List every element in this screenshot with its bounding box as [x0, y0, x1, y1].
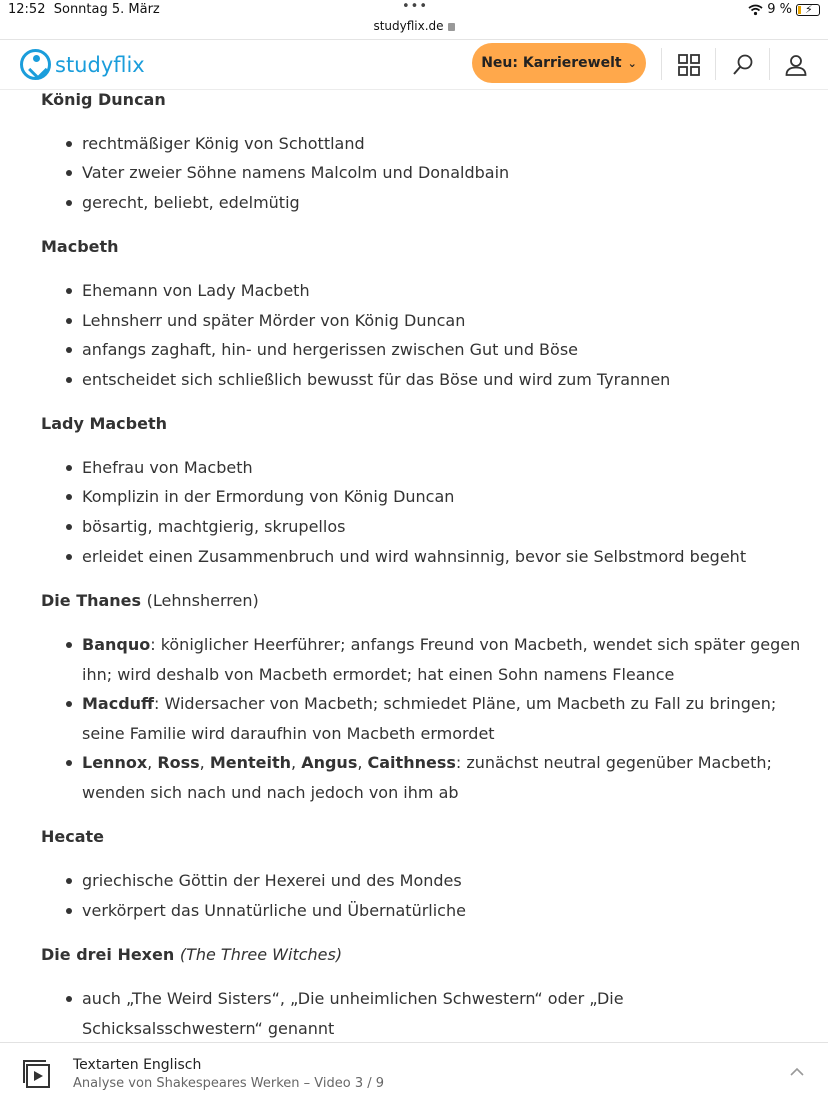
list-item: entscheidet sich schließlich bewusst für das Böse und wird zum Tyrannen [82, 365, 802, 395]
section-heading: König Duncan [41, 90, 166, 109]
list-item: griechische Göttin der Hexerei und des Mondes [82, 866, 802, 896]
status-bar [0, 0, 828, 40]
battery-icon: ⚡ [796, 4, 820, 16]
lock-icon [448, 23, 455, 31]
article-content [0, 90, 828, 1042]
list-item: Ehefrau von Macbeth [82, 453, 802, 483]
more-dots-icon[interactable]: ••• [402, 0, 429, 14]
divider [769, 48, 770, 80]
status-time: 12:52 Sonntag 5. März [8, 2, 160, 17]
list-item: erleidet einen Zusammenbruch und wird wahnsinnig, bevor sie Selbstmord begeht [82, 542, 802, 572]
list-item: Komplizin in der Ermordung von König Duncan [82, 482, 802, 512]
section-heading: Die drei Hexen (The Three Witches) [41, 945, 343, 964]
studyflix-logo[interactable]: studyflix [20, 49, 145, 80]
karrierewelt-label: Neu: Karrierewelt [481, 55, 622, 71]
grid-icon[interactable] [678, 54, 700, 76]
playlist-subtitle: Analyse von Shakespeares Werken – Video 3 / 9 [73, 1076, 385, 1091]
list-item: Vater zweier Söhne namens Malcolm und Donaldbain [82, 158, 802, 188]
list-item: verkörpert das Unnatürliche und Übernatürliche [82, 896, 802, 926]
site-header [0, 40, 828, 90]
list-item: anfangs zaghaft, hin- und hergerissen zwischen Gut und Böse [82, 335, 802, 365]
list-item: Banquo: königlicher Heerführer; anfangs Freund von Macbeth, wendet sich später gegen ihn; wird deshalb von Macbeth ermordet; hat einen Sohn namens Fleance [82, 630, 802, 690]
search-icon[interactable] [732, 54, 754, 76]
list-item: rechtmäßiger König von Schottland [82, 129, 802, 159]
playlist-title: Textarten Englisch [73, 1057, 202, 1073]
section-heading: Hecate [41, 827, 105, 846]
list-item: gerecht, beliebt, edelmütig [82, 188, 802, 218]
logo-icon [20, 49, 51, 80]
list-item: bösartig, machtgierig, skrupellos [82, 512, 802, 542]
battery-percent: 9 % [767, 2, 792, 17]
list-item: auch „The Weird Sisters“, „Die unheimlichen Schwestern“ oder „Die Schicksalsschwestern“ genannt [82, 984, 802, 1042]
chevron-down-icon: ⌄ [627, 56, 637, 70]
list-item: Macduff: Widersacher von Macbeth; schmiedet Pläne, um Macbeth zu Fall zu bringen; seine Familie wird daraufhin von Macbeth ermordet [82, 689, 802, 749]
section-heading: Lady Macbeth [41, 414, 167, 433]
divider [661, 48, 662, 80]
section-heading: Macbeth [41, 237, 119, 256]
chevron-up-icon[interactable] [790, 1065, 804, 1079]
list-item: Lennox, Ross, Menteith, Angus, Caithness: zunächst neutral gegenüber Macbeth; wenden sich nach und nach jedoch von ihm ab [82, 748, 802, 808]
user-icon[interactable] [785, 54, 807, 76]
video-playlist-bar[interactable] [0, 1042, 828, 1104]
list-item: Lehnsherr und später Mörder von König Duncan [82, 306, 802, 336]
wifi-icon [748, 4, 763, 16]
url-bar[interactable]: studyflix.de [0, 19, 828, 33]
video-playlist-icon [22, 1059, 52, 1089]
section-heading: Die Thanes (Lehnsherren) [41, 591, 259, 610]
divider [715, 48, 716, 80]
list-item: Ehemann von Lady Macbeth [82, 276, 802, 306]
status-indicators [748, 2, 820, 17]
karrierewelt-button[interactable] [472, 43, 646, 83]
